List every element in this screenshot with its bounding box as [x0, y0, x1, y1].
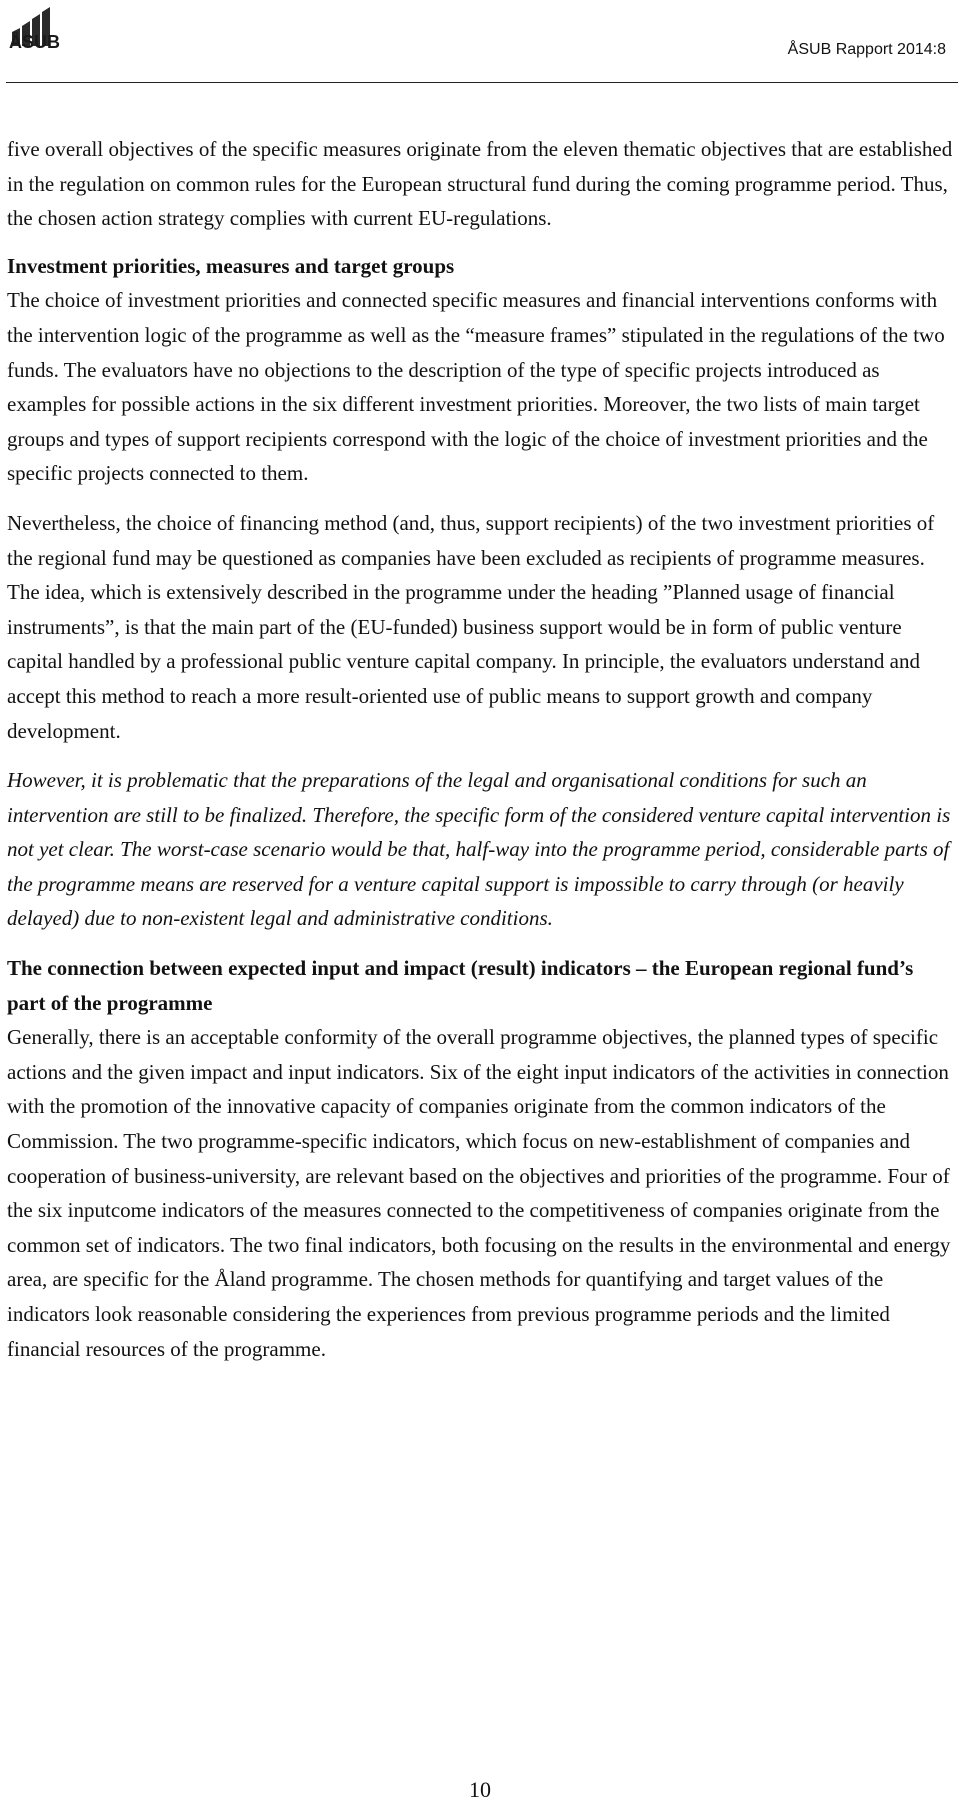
paragraph-investment: The choice of investment priorities and connected specific measures and financial interventions conforms with the intervention logic of the programme as well as the “measure frames” stipulated in the regulations of the two funds. The evaluators have no objections to the description of the type of specific projects introduced as examples for possible actions in the six different investment priorities. Moreover, the two lists of main target groups and types of support recipients correspond with the logic of the choice of investment priorities and the specific projects connected to them.: [7, 288, 945, 486]
report-title: ÅSUB Rapport 2014:8: [787, 41, 946, 58]
header-divider: [6, 82, 958, 83]
body-text: [7, 132, 955, 1366]
asub-logo: [4, 2, 61, 58]
paragraph-nevertheless: Nevertheless, the choice of financing method (and, thus, support recipients) of the two investment priorities of the regional fund may be questioned as companies have been excluded as recipients of programme measures. The idea, which is extensively described in the programme under the heading ”Planned usage of financial instruments”, is that the main part of the (EU-funded) business support would be in form of public venture capital handled by a professional public venture capital company. In principle, the evaluators understand and accept this method to reach a more result-oriented use of public means to support growth and company development.: [7, 510, 935, 743]
logo-text: ÅSUB: [9, 32, 61, 52]
page-header: [0, 0, 960, 90]
page-number: 10: [469, 1777, 491, 1802]
paragraph-however-italic: However, it is problematic that the preparations of the legal and organisational conditions for such an intervention are still to be finalized. Therefore, the specific form of the considered venture capital intervention is not yet clear. The worst-case scenario would be that, half-way into the programme period, considerable parts of the programme means are reserved for a venture capital support is impossible to carry through (or heavily delayed) due to non-existent legal and administrative conditions.: [7, 768, 951, 931]
paragraph-intro: five overall objectives of the specific measures originate from the eleven thematic objectives that are established in the regulation on common rules for the European structural fund during the coming programme period. Thus, the chosen action strategy complies with current EU-regulations.: [7, 137, 953, 231]
heading-connection-indicators: The connection between expected input and impact (result) indicators – the European regional fund’s part of the programme: [7, 956, 914, 1015]
heading-investment-priorities: Investment priorities, measures and target groups: [7, 253, 455, 278]
paragraph-connection: Generally, there is an acceptable conformity of the overall programme objectives, the planned types of specific actions and the given impact and input indicators. Six of the eight input indicators of the activities in connection with the promotion of the innovative capacity of companies originate from the common indicators of the Commission. The two programme-specific indicators, which focus on new-establishment of companies and cooperation of business-university, are relevant based on the objectives and priorities of the programme. Four of the six inputcome indicators of the measures connected to the competitiveness of companies originate from the common set of indicators. The two final indicators, both focusing on the results in the environmental and energy area, are specific for the Åland programme. The chosen methods for quantifying and target values of the indicators look reasonable considering the experiences from previous programme periods and the limited financial resources of the programme.: [7, 1025, 951, 1361]
